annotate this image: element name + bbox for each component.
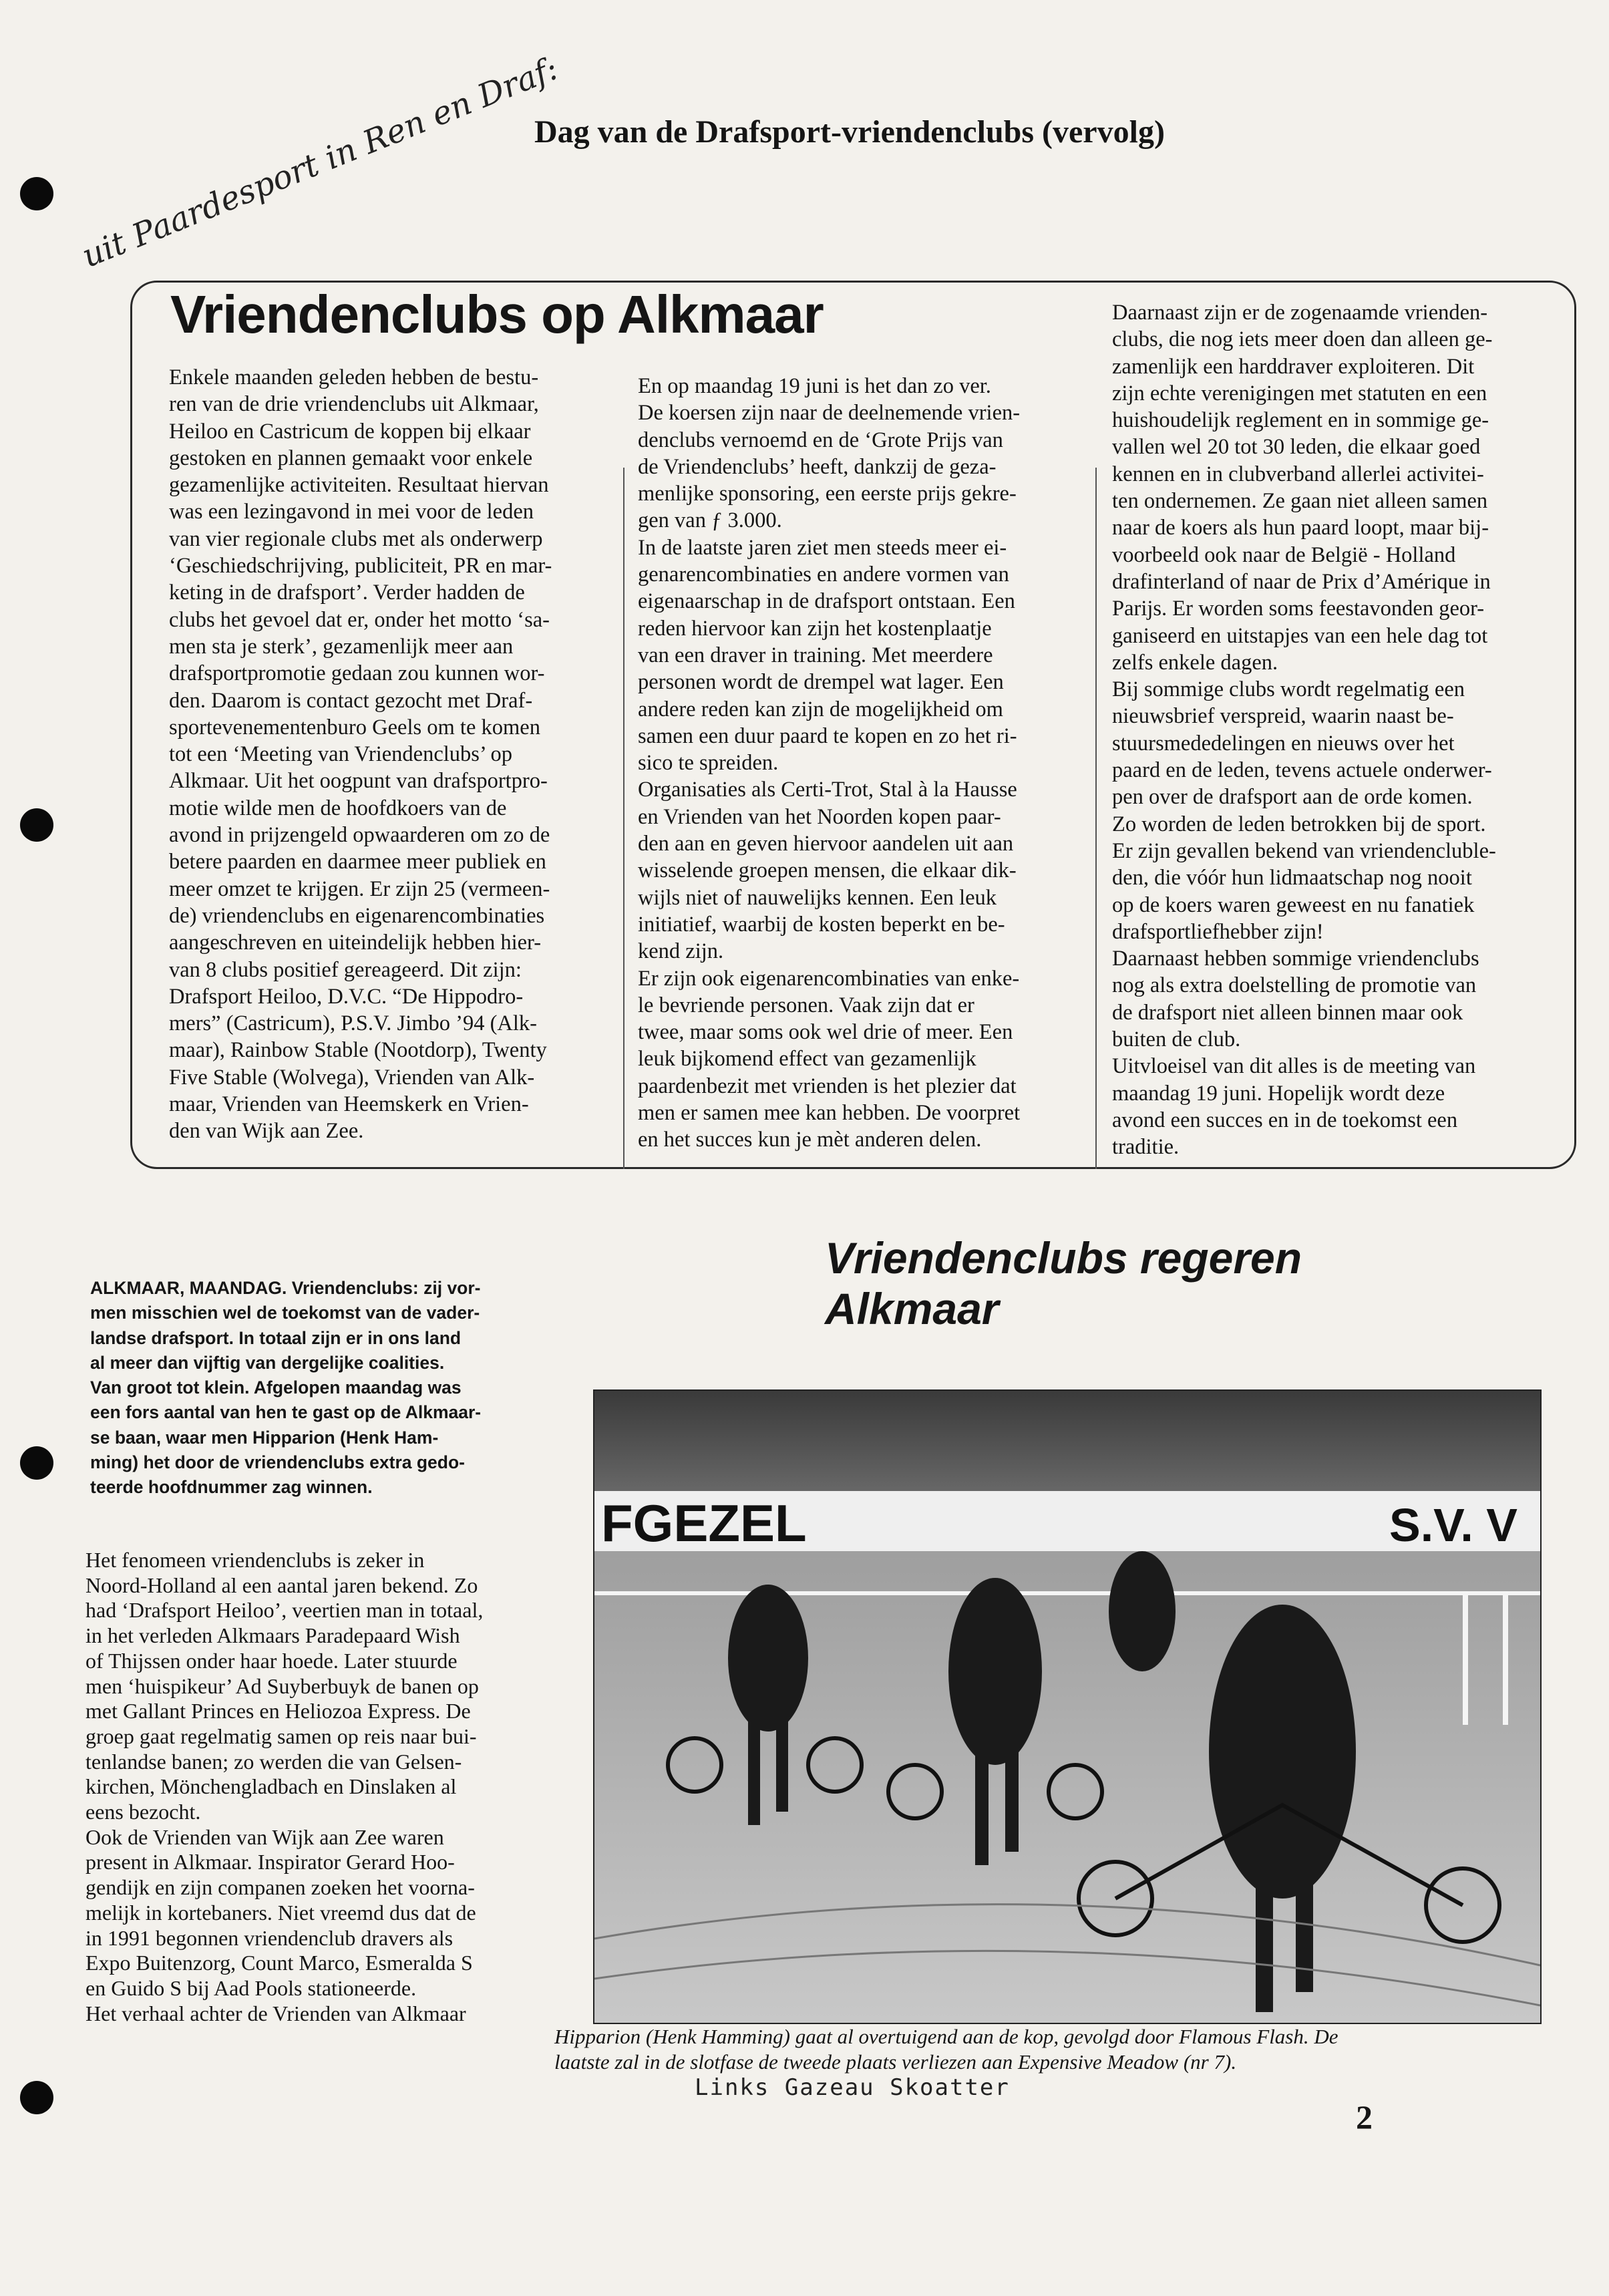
article-title: Vriendenclubs op Alkmaar: [170, 285, 824, 344]
text-line: en Guido S bij Aad Pools stationeerde.: [85, 1975, 417, 2000]
text-line: personen wordt de drempel wat lager. Een: [638, 670, 1004, 695]
text-line: Er zijn ook eigenarencombinaties van enke-: [638, 966, 1020, 991]
photo-banner-left: FGEZEL: [601, 1494, 807, 1552]
text-line: men ‘huispikeur’ Ad Suyberbuyk de banen op: [85, 1673, 479, 1698]
text-line: melijk in kortebaners. Niet vreemd dus dat de: [85, 1900, 476, 1925]
text-line: aangeschreven en uiteindelijk hebben hier-: [169, 931, 542, 955]
text-line: zamenlijk een harddraver exploiteren. Dit: [1112, 354, 1475, 379]
text-line: in het verleden Alkmaars Paradepaard Wish: [85, 1623, 460, 1648]
text-line: pen over de drafsport aan de orde komen.: [1112, 785, 1473, 810]
text-line: sico te spreiden.: [638, 751, 779, 776]
text-line: een fors aantal van hen te gast op de Alkmaar-: [90, 1402, 482, 1423]
text-line: laatste zal in de slotfase de tweede plaats verliezen aan Expensive Meadow (nr 7).: [554, 2050, 1237, 2074]
text-line: clubs het gevoel dat er, onder het motto ‘sa-: [169, 607, 550, 632]
text-line: Hipparion (Henk Hamming) gaat al overtuigend aan de kop, gevolgd door Flamous Flash. De: [554, 2025, 1338, 2048]
text-line: den, die vóór hun lidmaatschap nog nooit: [1112, 866, 1472, 890]
text-line: twee, maar soms ook wel drie of meer. Een: [638, 1020, 1013, 1045]
text-line: ALKMAAR, MAANDAG. Vriendenclubs: zij vor-: [90, 1278, 481, 1298]
text-line: wisselende groepen mensen, die elkaar dik-: [638, 858, 1017, 883]
text-line: le bevriende personen. Vaak zijn dat er: [638, 993, 974, 1017]
text-line: buiten de club.: [1112, 1027, 1241, 1052]
text-line: mers” (Castricum), P.S.V. Jimbo ’94 (Alk-: [169, 1011, 537, 1036]
photo-banner-right: S.V. V: [1389, 1499, 1517, 1551]
text-line: de) vriendenclubs en eigenarencombinaties: [169, 903, 545, 928]
text-line: maandag 19 juni. Hopelijk wordt deze: [1112, 1081, 1445, 1106]
text-line: eigenaarschap in de drafsport ontstaan. Een: [638, 589, 1015, 614]
text-line: betere paarden en daarmee meer publiek en: [169, 850, 546, 874]
text-line: kirchen, Mönchengladbach en Dinslaken al: [85, 1774, 457, 1799]
text-line: kennen en in clubverband allerlei activitei-: [1112, 462, 1484, 486]
text-line: Noord-Holland al een aantal jaren bekend. Zo: [85, 1573, 478, 1597]
text-line: ganiseerd en uitstapjes van een hele dag tot: [1112, 623, 1488, 648]
text-line: present in Alkmaar. Inspirator Gerard Hoo-: [85, 1850, 455, 1874]
text-line: Het fenomeen vriendenclubs is zeker in: [85, 1548, 425, 1572]
text-line: sportevenementenburo Geels om te komen: [169, 715, 540, 740]
photo-caption: [554, 2024, 1556, 2075]
text-line: van 8 clubs positief gereageerd. Dit zijn:: [169, 957, 522, 982]
text-line: gestoken en plannen gemaakt voor enkele: [169, 446, 533, 470]
text-line: nieuwsbrief verspreid, waarin naast be-: [1112, 704, 1454, 729]
article-column-3: [1112, 299, 1560, 1161]
text-line: samen een duur paard te kopen en zo het ri-: [638, 723, 1017, 748]
text-line: teerde hoofdnummer zag winnen.: [90, 1477, 373, 1498]
text-line: en Vrienden van het Noorden kopen paar-: [638, 804, 1001, 829]
binder-hole-3: [20, 1446, 53, 1480]
handwritten-source-note: uit Paardesport in Ren en Draf:: [77, 49, 564, 275]
article-column-2: [638, 373, 1085, 1154]
race-photo: [593, 1389, 1542, 2024]
text-line: Drafsport Heiloo, D.V.C. “De Hippodro-: [169, 984, 524, 1009]
text-line: groep gaat regelmatig samen op reis naar bui-: [85, 1724, 477, 1748]
text-line: Parijs. Er worden soms feestavonden geor-: [1112, 597, 1485, 621]
text-line: maar, Vrienden van Heemskerk en Vrien-: [169, 1092, 529, 1117]
page-number: 2: [1356, 2098, 1373, 2136]
text-line: De koersen zijn naar de deelnemende vrien-: [638, 401, 1021, 426]
text-line: in 1991 begonnen vriendenclub dravers als: [85, 1925, 454, 1950]
text-line: nog als extra doelstelling de promotie van: [1112, 973, 1477, 998]
text-line: den. Daarom is contact gezocht met Draf-: [169, 688, 533, 713]
text-line: Heiloo en Castricum de koppen bij elkaar: [169, 419, 531, 444]
text-line: ‘Geschiedschrijving, publiciteit, PR en mar-: [169, 554, 552, 579]
text-line: gendijk en zijn companen zoeken het voorna-: [85, 1875, 475, 1900]
headline-line: Vriendenclubs regeren: [825, 1233, 1302, 1283]
text-line: reden hiervoor kan zijn het kostenplaatje: [638, 616, 992, 641]
text-line: Alkmaar. Uit het oogpunt van drafsportpro-: [169, 769, 548, 794]
text-line: paardenbezit met vrienden is het plezier dat: [638, 1074, 1017, 1098]
text-line: ming) het door de vriendenclubs extra gedo-: [90, 1452, 465, 1473]
text-line: men misschien wel de toekomst van de vader-: [90, 1303, 480, 1323]
text-line: gen van ƒ 3.000.: [638, 508, 782, 533]
running-head: Dag van de Drafsport-vriendenclubs (vervolg): [534, 114, 1165, 150]
text-line: avond in prijzengeld opwaarderen om zo de: [169, 823, 550, 848]
column-rule: [1095, 468, 1097, 1169]
headline-line: Alkmaar: [825, 1284, 999, 1333]
text-line: ten ondernemen. Ze gaan niet alleen samen: [1112, 489, 1488, 514]
article2-lead: [90, 1276, 551, 1500]
text-line: Enkele maanden geleden hebben de bestu-: [169, 365, 539, 389]
text-line: de drafsport niet alleen binnen maar ook: [1112, 1000, 1463, 1025]
text-line: avond een succes en in de toekomst een: [1112, 1108, 1458, 1132]
text-line: men sta je sterk’, gezamenlijk meer aan: [169, 634, 514, 659]
text-line: met Gallant Princes en Heliozoa Express. De: [85, 1699, 471, 1724]
text-line: van een draver in training. Met meerdere: [638, 643, 993, 667]
text-line: al meer dan vijftig van dergelijke coalities.: [90, 1352, 445, 1373]
text-line: Ook de Vrienden van Wijk aan Zee waren: [85, 1824, 444, 1849]
text-line: genarencombinaties en andere vormen van: [638, 562, 1009, 587]
text-line: meer omzet te krijgen. Er zijn 25 (vermeen-: [169, 876, 550, 901]
text-line: den aan en geven hiervoor aandelen uit aan: [638, 832, 1014, 856]
article2-body: [85, 1548, 546, 2026]
text-line: gezamenlijke activiteiten. Resultaat hiervan: [169, 473, 549, 498]
text-line: voorbeeld ook naar de België - Holland: [1112, 542, 1456, 567]
text-line: de Vriendenclubs’ heeft, dankzij de geza-: [638, 454, 997, 479]
text-line: tot een ‘Meeting van Vriendenclubs’ op: [169, 742, 512, 767]
article-column-1: [169, 364, 596, 1145]
text-line: had ‘Drafsport Heiloo’, veertien man in totaal,: [85, 1598, 484, 1623]
text-line: wijls niet of nauwelijks kennen. Een leuk: [638, 885, 997, 910]
text-line: motie wilde men de hoofdkoers van de: [169, 796, 507, 820]
text-line: op de koers waren geweest en nu fanatiek: [1112, 892, 1475, 917]
text-line: menlijke sponsoring, een eerste prijs gekre-: [638, 482, 1017, 506]
text-line: drafsportliefhebber zijn!: [1112, 919, 1324, 944]
text-line: stuursmededelingen en nieuws over het: [1112, 731, 1455, 756]
text-line: huishoudelijk reglement en in sommige ge-: [1112, 408, 1489, 433]
text-line: zelfs enkele dagen.: [1112, 650, 1278, 675]
binder-hole-4: [20, 2081, 53, 2114]
text-line: ren van de drie vriendenclubs uit Alkmaar,: [169, 392, 539, 417]
text-line: Daarnaast zijn er de zogenaamde vrienden-: [1112, 301, 1488, 325]
text-line: leuk bijkomend effect van gezamenlijk: [638, 1047, 976, 1072]
text-line: maar), Rainbow Stable (Nootdorp), Twenty: [169, 1038, 547, 1063]
text-line: Daarnaast hebben sommige vriendenclubs: [1112, 947, 1479, 971]
text-line: en het succes kun je mèt anderen delen.: [638, 1128, 982, 1152]
binder-hole-2: [20, 808, 53, 842]
text-line: Het verhaal achter de Vrienden van Alkmaar: [85, 2001, 466, 2025]
text-line: zijn echte verenigingen met statuten en een: [1112, 381, 1487, 405]
text-line: andere reden kan zijn de mogelijkheid om: [638, 697, 1003, 721]
text-line: clubs, die nog iets meer doen dan alleen ge-: [1112, 327, 1493, 352]
text-line: eens bezocht.: [85, 1800, 201, 1824]
text-line: En op maandag 19 juni is het dan zo ver.: [638, 374, 991, 398]
text-line: drafinterland of naar de Prix d’Amérique in: [1112, 569, 1491, 594]
text-line: paard en de leden, tevens actuele onderwer-: [1112, 758, 1492, 783]
text-line: naar de koers als hun paard loopt, maar bij-: [1112, 516, 1489, 540]
text-line: Expo Buitenzorg, Count Marco, Esmeralda S: [85, 1951, 473, 1975]
text-line: Bij sommige clubs wordt regelmatig een: [1112, 677, 1465, 702]
article2-headline: [825, 1233, 1302, 1334]
text-line: was een lezingavond in mei voor de leden: [169, 500, 534, 524]
text-line: Uitvloeisel van dit alles is de meeting van: [1112, 1054, 1476, 1079]
text-line: Zo worden de leden betrokken bij de sport.: [1112, 812, 1486, 836]
text-line: men er samen mee kan hebben. De voorpret: [638, 1101, 1021, 1126]
text-line: Van groot tot klein. Afgelopen maandag was: [90, 1377, 462, 1398]
text-line: se baan, waar men Hipparion (Henk Ham-: [90, 1427, 439, 1448]
text-line: keting in de drafsport’. Verder hadden de: [169, 581, 525, 605]
text-line: Organisaties als Certi-Trot, Stal à la Hausse: [638, 778, 1017, 802]
text-line: vallen wel 20 tot 30 leden, die elkaar goed: [1112, 435, 1481, 460]
handwritten-note: Links Gazeau Skoatter: [695, 2074, 1010, 2101]
text-line: landse drafsport. In totaal zijn er in ons land: [90, 1327, 462, 1348]
binder-hole-1: [20, 177, 53, 210]
text-line: den van Wijk aan Zee.: [169, 1119, 364, 1144]
text-line: drafsportpromotie gedaan zou kunnen wor-: [169, 661, 545, 686]
text-line: traditie.: [1112, 1135, 1180, 1160]
text-line: van vier regionale clubs met als onderwerp: [169, 526, 543, 551]
column-rule: [623, 468, 624, 1169]
text-line: of Thijssen onder haar hoede. Later stuurde: [85, 1648, 458, 1673]
text-line: tenlandse banen; zo werden die van Gelsen-: [85, 1749, 462, 1774]
text-line: In de laatste jaren ziet men steeds meer ei-: [638, 535, 1007, 560]
text-line: kend zijn.: [638, 939, 724, 964]
text-line: Five Stable (Wolvega), Vrienden van Alk-: [169, 1065, 535, 1090]
text-line: denclubs vernoemd en de ‘Grote Prijs van: [638, 428, 1003, 452]
text-line: initiatief, waarbij de kosten beperkt en be-: [638, 912, 1005, 937]
text-line: Er zijn gevallen bekend van vriendencluble-: [1112, 838, 1496, 863]
